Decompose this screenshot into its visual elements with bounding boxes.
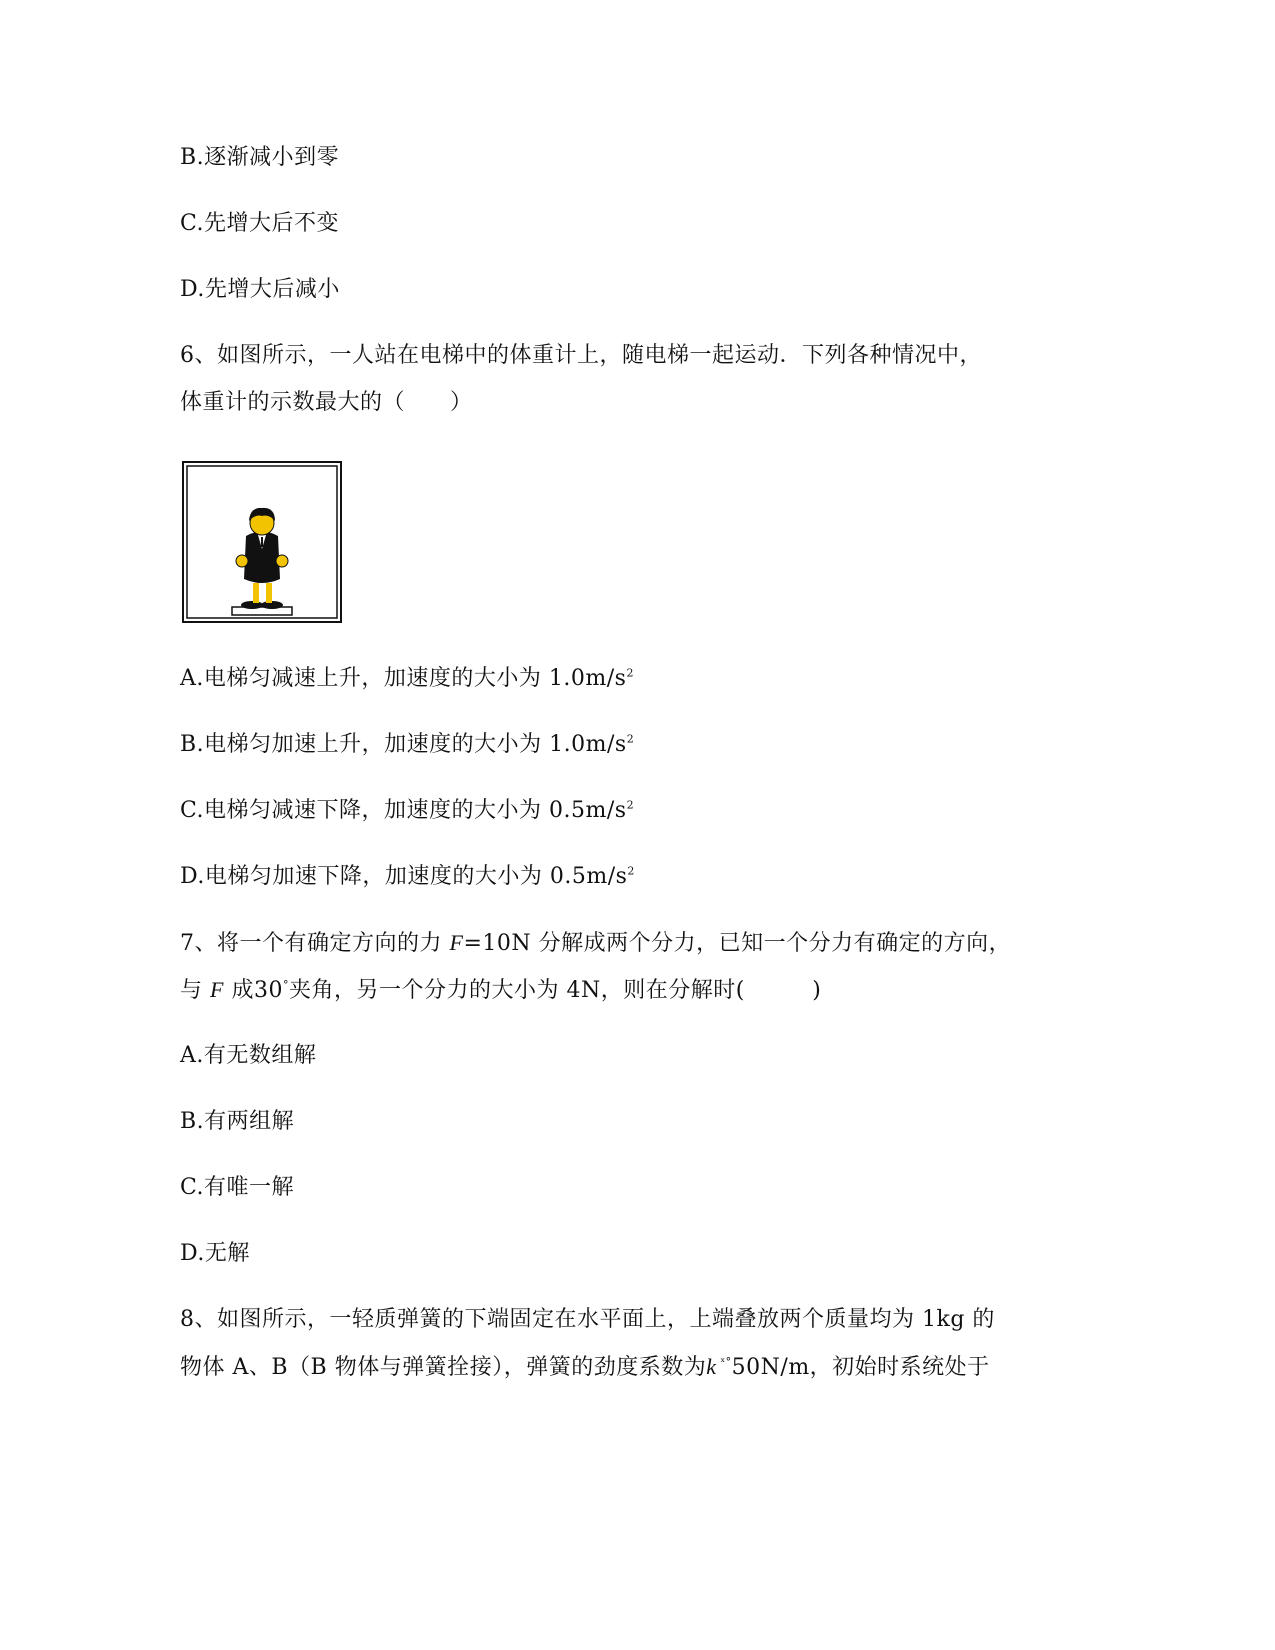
q8-stem-line1: 8、如图所示，一轻质弹簧的下端固定在水平面上，上端叠放两个质量均为 1kg 的 [180,1307,995,1332]
option-text: 无解 [204,1241,250,1266]
q7-stem-line2 [180,975,821,1006]
text-run: 与 [180,978,210,1003]
option-label: A. [180,1043,204,1068]
text-run: 50N/m，初始时系统处于 [731,1355,990,1380]
option-text: 电梯匀减速下降，加速度的大小为 0.5m/s [204,798,627,823]
spring-constant-symbol: k [706,1354,717,1379]
option-label: B. [180,1109,205,1134]
text-run: 夹角，另一个分力的大小为 4N，则在分解时( ) [288,978,822,1003]
q5-option-d [180,275,340,305]
option-label: C. [180,798,205,823]
degree-symbol: ° [282,978,289,992]
q5-option-b [180,143,339,173]
text-run: 物体 A、B（B 物体与弹簧拴接），弹簧的劲度系数为 [180,1355,707,1380]
option-label: A. [180,666,204,691]
q6-option-a [180,664,634,694]
option-label: D. [180,1241,205,1266]
q6-option-b [180,730,634,760]
option-label: B. [180,145,205,170]
q6-option-c [180,796,634,826]
superscript: 2 [626,666,634,680]
person-on-scale-icon [232,508,292,615]
option-label: C. [180,1175,205,1200]
q7-option-d [180,1239,250,1269]
q6-stem-line1: 6、如图所示，一人站在电梯中的体重计上，随电梯一起运动．下列各种情况中， [180,343,982,368]
q7-option-b [180,1107,294,1137]
force-symbol: F [210,977,224,1002]
elevator-figure [182,461,342,623]
option-label: D. [180,864,205,889]
text-run: 成30 [223,978,283,1003]
option-label: D. [180,277,205,302]
option-text: 有无数组解 [203,1043,317,1068]
option-text: 电梯匀加速下降，加速度的大小为 0.5m/s [204,864,628,889]
option-text: 电梯匀减速上升，加速度的大小为 1.0m/s [203,666,627,691]
option-text: 逐渐减小到零 [204,145,340,170]
text-run: =10N 分解成两个分力，已知一个分力有确定的方向， [463,931,1012,956]
text-run: 7、将一个有确定方向的力 [180,931,450,956]
q8-stem-line2 [180,1352,990,1383]
option-label: C. [180,211,205,236]
garbled-equals-symbol: ˣ° [716,1355,732,1369]
q6-stem-line2: 体重计的示数最大的（ ） [180,390,473,415]
q7-stem-line1 [180,928,1011,959]
option-text: 先增大后不变 [204,211,340,236]
superscript: 2 [626,798,635,812]
option-text: 电梯匀加速上升，加速度的大小为 1.0m/s [204,732,627,757]
option-text: 有唯一解 [204,1175,295,1200]
q5-option-c [180,209,339,239]
option-label: B. [180,732,205,757]
scale-icon [232,607,292,615]
option-text: 有两组解 [204,1109,295,1134]
q7-option-c [180,1173,294,1203]
option-text: 先增大后减小 [204,277,340,302]
force-symbol: F [449,930,464,955]
q6-option-d [180,862,635,892]
superscript: 2 [626,732,635,746]
superscript: 2 [627,864,635,878]
q7-option-a [180,1041,316,1071]
